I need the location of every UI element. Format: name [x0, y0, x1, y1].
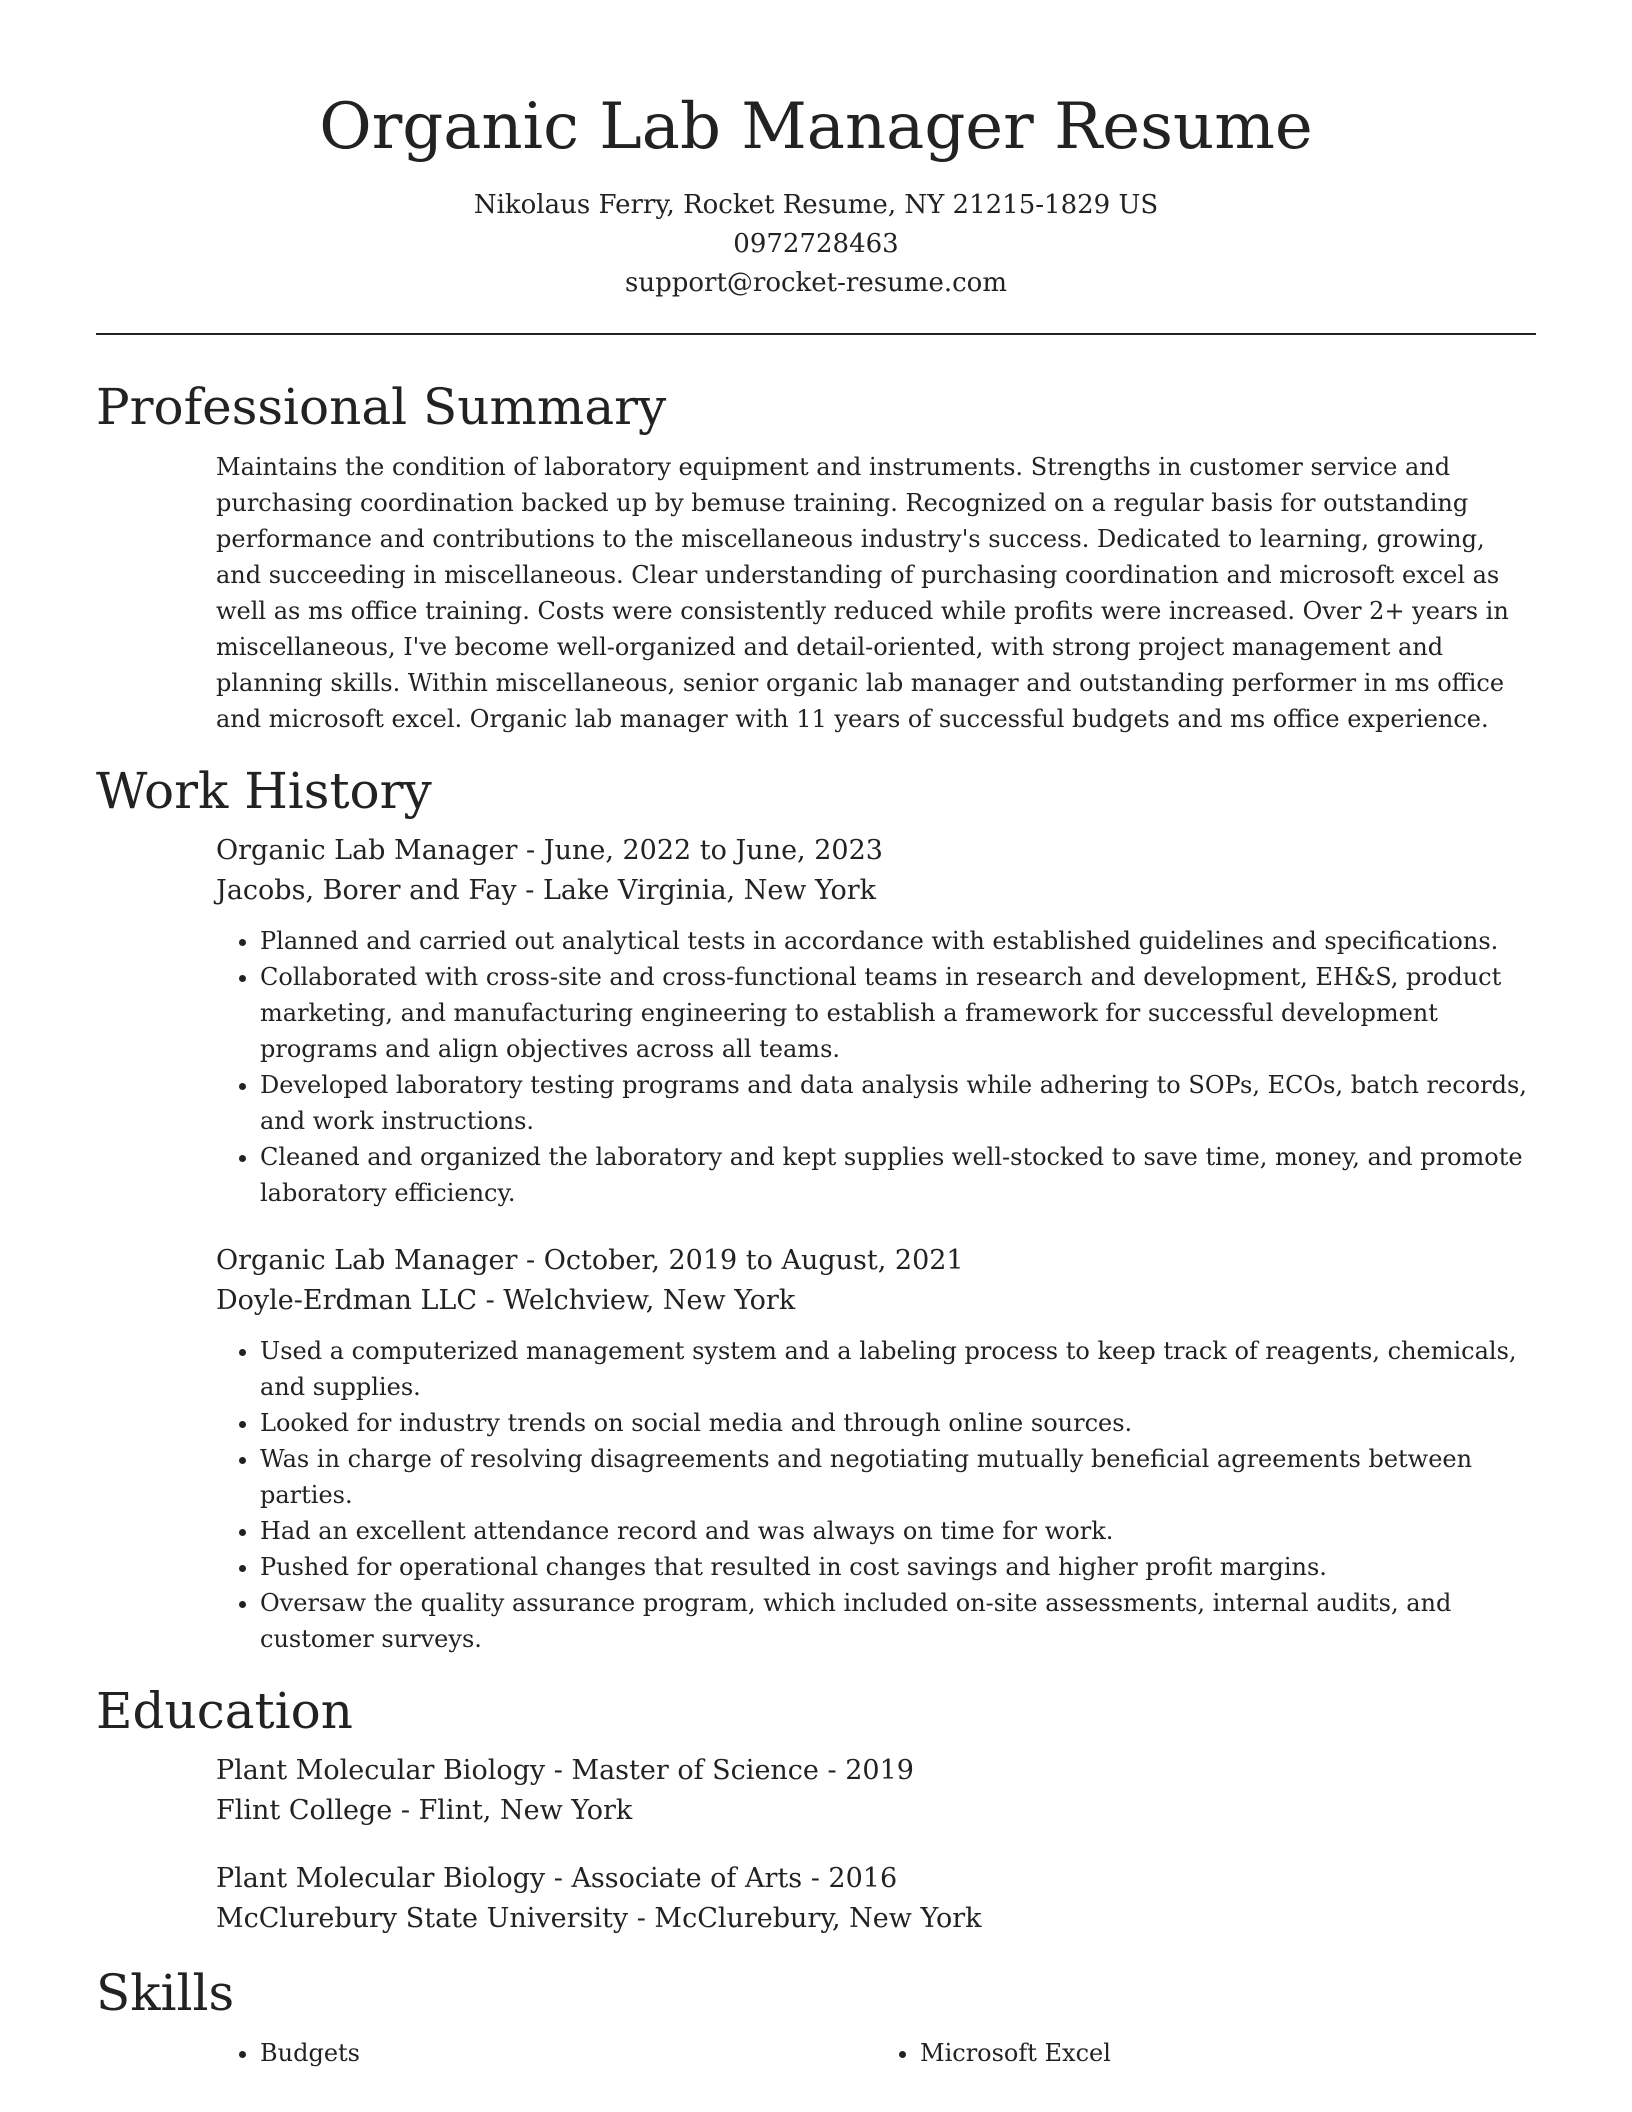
degree-line — [216, 1751, 1536, 1791]
degree-field: Plant Molecular Biology — [216, 1863, 546, 1894]
contact-email: support@rocket-resume.com — [624, 268, 1007, 298]
skill-item: • Microsoft Excel — [920, 2035, 1536, 2071]
skills-column-left — [216, 2035, 876, 2071]
work-history-section — [96, 759, 1536, 1657]
job-company-line — [216, 1281, 1536, 1321]
job-entry — [216, 831, 1536, 1211]
list-item: • Pushed for operational changes that resulted in cost savings and higher profit margins. — [260, 1549, 1536, 1585]
education-heading: Education — [96, 1682, 353, 1740]
job-company-line — [216, 871, 1536, 911]
list-item: • Was in charge of resolving disagreements and negotiating mutually beneficial agreements between parties. — [260, 1441, 1536, 1513]
job-title: Organic Lab Manager — [216, 1245, 518, 1276]
degree-year: 2016 — [828, 1863, 898, 1894]
separator: - — [392, 1795, 419, 1826]
job-dates: October, 2019 to August, 2021 — [543, 1245, 964, 1276]
school-name: McClurebury State University — [216, 1903, 629, 1934]
list-item: • Planned and carried out analytical tests in accordance with established guidelines and specifications. — [260, 923, 1536, 959]
separator: - — [516, 875, 543, 906]
education-entry — [216, 1751, 1536, 1831]
summary-section — [96, 375, 1536, 737]
list-item: • Had an excellent attendance record and was always on time for work. — [260, 1513, 1536, 1549]
separator: - — [802, 1863, 829, 1894]
list-item: • Cleaned and organized the laboratory and kept supplies well-stocked to save time, money, and promote laboratory efficiency. — [260, 1139, 1536, 1211]
job-bullets — [216, 923, 1536, 1211]
contact-address: Nikolaus Ferry, Rocket Resume, NY 21215-1829 US — [473, 190, 1159, 220]
degree-year: 2019 — [845, 1755, 914, 1786]
job-title-line — [216, 831, 1536, 871]
summary-text: Maintains the condition of laboratory equipment and instruments. Strengths in customer service and purchasing coordination backed up by bemuse training. Recognized on a regular basis for outstanding performance and contributions to the miscellaneous industry's success. Dedicated to learning, growing, and succeeding in miscellaneous. Clear understanding of purchasing coordination and microsoft excel as well as ms office training. Costs were consistently reduced while profits were increased. Over 2+ years in miscellaneous, I've become well-organized and detail-oriented, with strong project management and planning skills. Within miscellaneous, senior organic lab manager and outstanding performer in ms office and microsoft excel. Organic lab manager with 11 years of successful budgets and ms office experience. — [216, 453, 1509, 733]
list-item: • Used a computerized management system and a labeling process to keep track of reagents, chemicals, and supplies. — [260, 1333, 1536, 1405]
degree-field: Plant Molecular Biology — [216, 1755, 546, 1786]
school-name: Flint College — [216, 1795, 393, 1826]
separator: - — [476, 1285, 504, 1316]
list-item: • Looked for industry trends on social media and through online sources. — [260, 1405, 1536, 1441]
job-location: Lake Virginia, New York — [542, 875, 877, 906]
school-line — [216, 1899, 1536, 1939]
contact-phone: 0972728463 — [733, 229, 899, 259]
job-bullets — [216, 1333, 1536, 1657]
job-entry — [216, 1241, 1536, 1657]
skills-section — [96, 1961, 1536, 2071]
school-location: McClurebury, New York — [654, 1903, 982, 1934]
degree-type: Associate of Arts — [571, 1863, 803, 1894]
job-company: Jacobs, Borer and Fay — [216, 875, 517, 906]
skill-item: • Budgets — [260, 2035, 876, 2071]
summary-heading: Professional Summary — [96, 378, 667, 436]
list-item: • Collaborated with cross-site and cross-functional teams in research and development, EH&S, product marketing, and manufacturing engineering to establish a framework for successful development programs and align objectives across all teams. — [260, 959, 1536, 1067]
school-line — [216, 1791, 1536, 1831]
education-entry — [216, 1859, 1536, 1939]
separator: - — [628, 1903, 655, 1934]
resume-page — [96, 0, 1536, 2071]
work-history-heading: Work History — [96, 762, 432, 820]
school-location: Flint, New York — [418, 1795, 633, 1826]
list-item: • Developed laboratory testing programs and data analysis while adhering to SOPs, ECOs, batch records, and work instructions. — [260, 1067, 1536, 1139]
resume-header — [96, 0, 1536, 303]
separator: - — [545, 1863, 572, 1894]
degree-type: Master of Science — [571, 1755, 819, 1786]
education-section — [96, 1679, 1536, 1939]
job-title-line — [216, 1241, 1536, 1281]
header-divider — [96, 333, 1536, 335]
job-dates: June, 2022 to June, 2023 — [543, 835, 883, 866]
separator: - — [517, 835, 544, 866]
separator: - — [517, 1245, 544, 1276]
separator: - — [818, 1755, 846, 1786]
resume-title: Organic Lab Manager Resume — [319, 90, 1313, 164]
job-title: Organic Lab Manager — [216, 835, 518, 866]
skills-heading: Skills — [96, 1964, 235, 2022]
job-company: Doyle-Erdman LLC — [216, 1285, 477, 1316]
skills-column-right — [876, 2035, 1536, 2071]
skills-grid — [216, 2025, 1536, 2071]
degree-line — [216, 1859, 1536, 1899]
job-location: Welchview, New York — [503, 1285, 796, 1316]
contact-block — [96, 186, 1536, 303]
list-item: • Oversaw the quality assurance program, which included on-site assessments, internal audits, and customer surveys. — [260, 1585, 1536, 1657]
separator: - — [545, 1755, 572, 1786]
